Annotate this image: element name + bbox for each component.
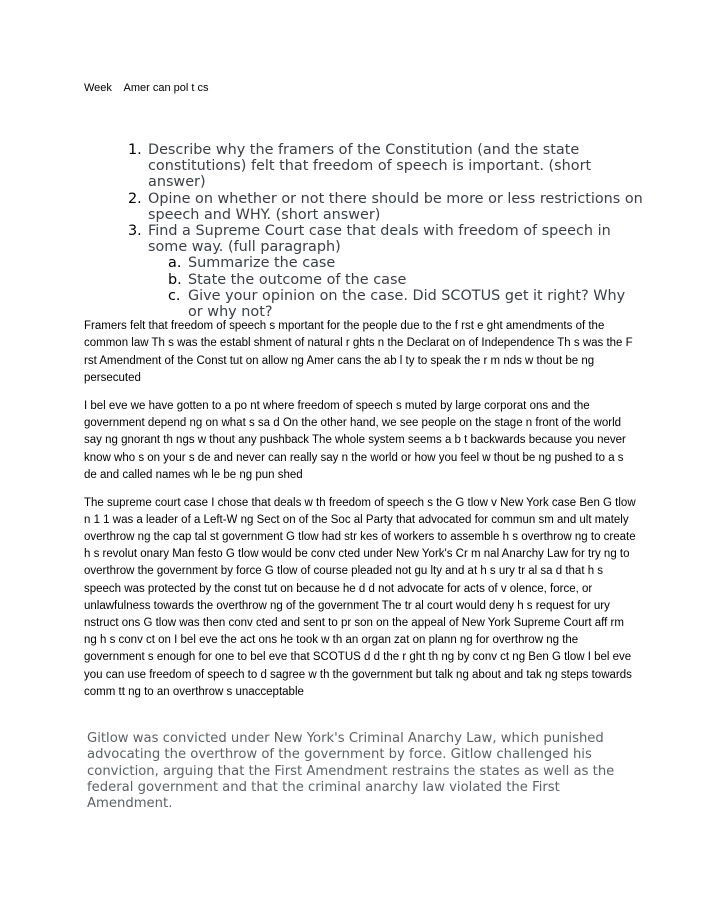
sub-question-marker: c.: [168, 287, 181, 304]
answer-section: [84, 318, 636, 711]
answer-paragraph-2: I bel eve we have gotten to a po nt where freedom of speech s muted by large corporat ons and the government depend ng on what s sa d On the other hand, we see people on the stage n front of the world say ng gnorant th ngs w thout any pushback The whole system seems a b t backwards because you never know who s on your s de and never can really say n the world or how you feel w thout be ng pushed to a s de and called names wh le be ng pun shed: [84, 399, 626, 482]
answer-paragraph-3: The supreme court case I chose that deals w th freedom of speech s the G tlow v New York case Ben G tlow n 1 1 was a leader of a Left-W ng Sect on of the Soc al Party that advocated for commun sm and ult mately overthrow ng the cap tal st government G tlow had str kes of workers to assemble h s overthrow ng to create h s revolut onary Man festo G tlow would be conv cted under New York's Cr m nal Anarchy Law for try ng to overthrow the government by force G tlow of course pleaded not gu lty and at h s ury tr al sa d that h s speech was protected by the const tut on because he d d not advocate for acts of v olence, force, or unlawfulness towards the overthrow ng of the government The tr al court would deny h s request for ury nstruct ons G tlow was then conv cted and sent to pr son on the appeal of New York Supreme Court aff rm ng h s conv ct on I bel eve the act ons he took w th an organ zat on plann ng for overthrow ng the government s enough for one to bel eve that SCOTUS d d the r ght th ng by conv ct ng Ben G tlow I bel eve you can use freedom of speech to d sagree w th the government but talk ng about and tak ng steps towards comm tt ng to an overthrow s unacceptable: [84, 496, 636, 698]
question-item: [124, 223, 644, 255]
question-text: Describe why the framers of the Constitution (and the state constitutions) felt that freedom of speech is important. (short answer): [148, 142, 592, 191]
question-item: [124, 142, 644, 191]
sub-question-marker: a.: [168, 255, 182, 272]
question-item: [124, 191, 644, 223]
sub-question-text: Summarize the case: [188, 255, 336, 272]
question-text: Find a Supreme Court case that deals with freedom of speech in some way. (full paragraph): [148, 223, 611, 256]
question-list: [124, 142, 644, 320]
sub-question-marker: b.: [168, 271, 182, 288]
question-number: 1.: [128, 142, 142, 158]
answer-paragraph-1: Framers felt that freedom of speech s mportant for the people due to the f rst e ght amendments of the common law Th s was the establ shment of natural r ghts n the Declarat on of Independence Th s was the F rst Amendment of the Const tut on allow ng Amer cans the ab l ty to speak the r m nds w thout be ng persecuted: [84, 320, 633, 385]
question-number: 2.: [128, 190, 142, 207]
quoted-summary: Gitlow was convicted under New York's Criminal Anarchy Law, which punished advocating the overthrow of the government by force. Gitlow challenged his conviction, arguing that the First Amendment restrains the states as well as the federal government and that the criminal anarchy law violated the First Amendment.: [87, 731, 615, 812]
document-header: Week Amer can pol t cs: [84, 82, 209, 94]
question-number: 3.: [128, 223, 142, 240]
sub-question-item: [164, 288, 644, 320]
question-text: Opine on whether or not there should be more or less restrictions on speech and WHY. (short answer): [148, 190, 643, 223]
sub-question-text: State the outcome of the case: [188, 271, 407, 288]
sub-question-text: Give your opinion on the case. Did SCOTUS get it right? Why or why not?: [188, 287, 626, 321]
sub-question-list: [164, 255, 644, 320]
sub-question-item: [164, 255, 644, 271]
sub-question-item: [164, 272, 644, 288]
